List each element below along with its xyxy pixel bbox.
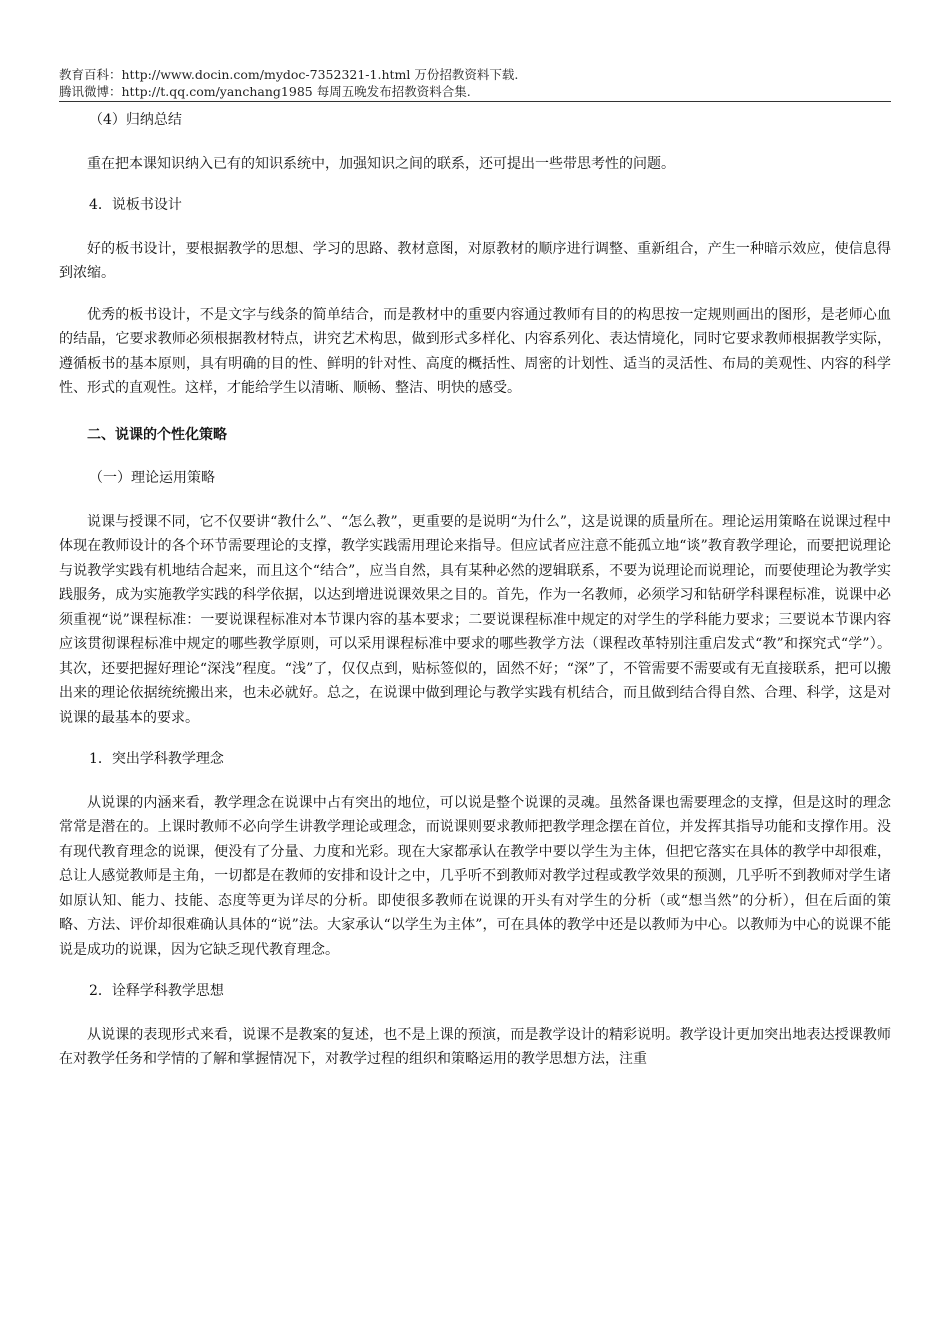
header-line-docin: 教育百科：http://www.docin.com/mydoc-7352321-1.html 万份招教资料下载.: [59, 67, 519, 82]
paragraph-teaching-concept: 从说课的内涵来看，教学理念在说课中占有突出的地位，可以说是整个说课的灵魂。虽然备课也需要理念的支撑，但是这时的理念常常是潜在的。上课时教师不必向学生讲教学理论或理念，而说课则要求教师把教学理念摆在首位，并发挥其指导功能和支撑作用。没有现代教育理念的说课，便没有了分量、力度和光彩。现在大家都承认在教学中要以学生为主体，但把它落实在具体的教学中却很难，总让人感觉教师是主角，一切都是在教师的安排和设计之中，几乎听不到教师对教学过程或教学效果的预测，几乎听不到教师对学生诸如原认知、能力、技能、态度等更为详尽的分析。即使很多教师在说课的开头有对学生的分析（或“想当然”的分析），但在后面的策略、方法、评价却很难确认具体的“说”法。大家承认“以学生为主体”，可在具体的教学中还是以教师为中心。以教师为中心的说课不能说是成功的说课，因为它缺乏现代教育理念。: [59, 794, 891, 958]
heading-section-two: 二、说课的个性化策略: [87, 426, 227, 443]
paragraph-board-design-1: 好的板书设计，要根据教学的思想、学习的思路、教材意图，对原教材的顺序进行调整、重新组合，产生一种暗示效应，使信息得到浓缩。: [59, 240, 891, 281]
paragraph-summary: 重在把本课知识纳入已有的知识系统中，加强知识之间的联系，还可提出一些带思考性的问题。: [87, 155, 675, 172]
document-body: [59, 108, 891, 1089]
header-line-weibo: 腾讯微博：http://t.qq.com/yanchang1985 每周五晚发布招教资料合集.: [59, 84, 471, 99]
heading-summary: （4）归纳总结: [89, 112, 182, 128]
heading-board-design: 4．说板书设计: [89, 197, 182, 213]
heading-teaching-concept: 1．突出学科教学理念: [89, 751, 224, 767]
heading-theory-strategy: （一）理论运用策略: [89, 470, 215, 486]
paragraph-teaching-thought: 从说课的表现形式来看，说课不是教案的复述，也不是上课的预演，而是教学设计的精彩说明。教学设计更加突出地表达授课教师在对教学任务和学情的了解和掌握情况下，对教学过程的组织和策略运用的教学思想方法，注重: [59, 1026, 891, 1067]
heading-teaching-thought: 2．诠释学科教学思想: [89, 983, 224, 999]
page-header: [59, 66, 891, 100]
header-divider: [59, 101, 891, 102]
paragraph-theory-strategy: 说课与授课不同，它不仅要讲“教什么”、“怎么教”，更重要的是说明“为什么”，这是说课的质量所在。理论运用策略在说课过程中体现在教师设计的各个环节需要理论的支撑，教学实践需用理论来指导。但应试者应注意不能孤立地“谈”教育教学理论，而要把说理论与说教学实践有机地结合起来，而且这个“结合”，应当自然，具有某种必然的逻辑联系，不要为说理论而说理论，而要使理论为教学实践服务，成为实施教学实践的科学依据，以达到增进说课效果之目的。首先，作为一名教师，必须学习和钻研学科课程标准，说课中必须重视“说”课程标准：一要说课程标准对本节课内容的基本要求；二要说课程标准中规定的对学生的学科能力要求；三要说本节课内容应该贯彻课程标准中规定的哪些教学原则，可以采用课程标准中要求的哪些教学方法（课程改革特别注重启发式“教”和探究式“学”）。其次，还要把握好理论“深浅”程度。“浅”了，仅仅点到，贴标签似的，固然不好；“深”了，不管需要不需要或有无直接联系，把可以搬出来的理论依据统统搬出来，也未必就好。总之，在说课中做到理论与教学实践有机结合，而且做到结合得自然、合理、科学，这是对说课的最基本的要求。: [59, 513, 891, 726]
paragraph-board-design-2: 优秀的板书设计，不是文字与线条的简单结合，而是教材中的重要内容通过教师有目的的构思按一定规则画出的图形，是老师心血的结晶，它要求教师必须根据教材特点，讲究艺术构思，做到形式多样化、内容系列化、表达情境化，同时它要求教师根据教学实际，遵循板书的基本原则，具有明确的目的性、鲜明的针对性、高度的概括性、周密的计划性、适当的灵活性、布局的美观性、内容的科学性、形式的直观性。这样，才能给学生以清晰、顺畅、整洁、明快的感受。: [59, 306, 891, 396]
